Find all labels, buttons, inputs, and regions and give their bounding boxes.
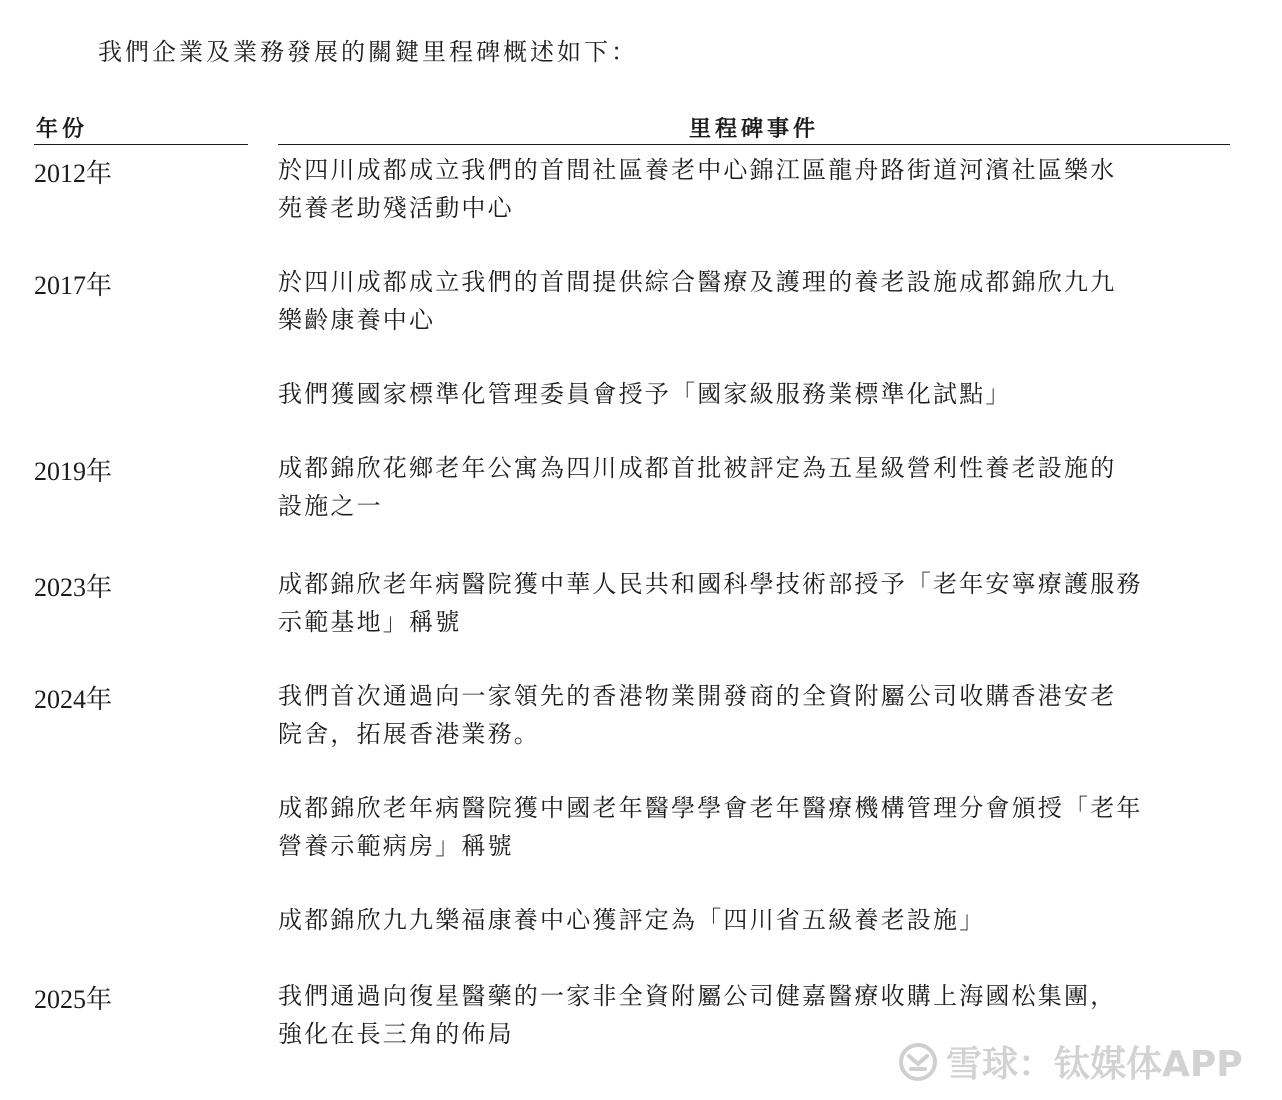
year-cell: 2025年 <box>34 985 113 1014</box>
milestone-event <box>278 565 1232 641</box>
event-line: 設施之一 <box>278 492 383 520</box>
event-line: 我們通過向復星醫藥的一家非全資附屬公司健嘉醫療收購上海國松集團， <box>278 982 1117 1010</box>
year-cell: 2024年 <box>34 685 113 714</box>
event-line: 於四川成都成立我們的首間社區養老中心錦江區龍舟路街道河濱社區樂水 <box>278 156 1117 184</box>
header-rule-year <box>34 144 248 145</box>
year-cell: 2023年 <box>34 573 113 602</box>
event-line: 院舍，拓展香港業務。 <box>278 720 540 748</box>
year-cell: 2019年 <box>34 457 113 486</box>
event-line: 成都錦欣老年病醫院獲中國老年醫學學會老年醫療機構管理分會頒授「老年 <box>278 794 1143 822</box>
event-line: 於四川成都成立我們的首間提供綜合醫療及護理的養老設施成都錦欣九九 <box>278 268 1117 296</box>
event-line: 苑養老助殘活動中心 <box>278 194 514 222</box>
watermark-text: 雪球：钛媒体APP <box>946 1044 1243 1085</box>
xueqiu-logo-icon <box>898 1042 938 1082</box>
year-cell: 2017年 <box>34 271 113 300</box>
watermark <box>898 1036 1243 1087</box>
event-line: 成都錦欣老年病醫院獲中華人民共和國科學技術部授予「老年安寧療護服務 <box>278 570 1143 598</box>
event-line: 成都錦欣花鄉老年公寓為四川成都首批被評定為五星級營利性養老設施的 <box>278 454 1117 482</box>
milestone-event <box>278 375 1232 413</box>
milestone-event <box>278 677 1232 753</box>
milestone-event <box>278 151 1232 227</box>
event-line: 成都錦欣九九樂福康養中心獲評定為「四川省五級養老設施」 <box>278 906 986 934</box>
event-line: 我們獲國家標準化管理委員會授予「國家級服務業標準化試點」 <box>278 380 1012 408</box>
event-line: 我們首次通過向一家領先的香港物業開發商的全資附屬公司收購香港安老 <box>278 682 1117 710</box>
header-rule-event <box>278 144 1230 145</box>
milestone-event <box>278 789 1232 865</box>
event-line: 強化在長三角的佈局 <box>278 1020 514 1048</box>
year-cell: 2012年 <box>34 159 113 188</box>
event-line: 營養示範病房」稱號 <box>278 832 514 860</box>
milestone-event <box>278 901 1232 939</box>
column-header-year: 年份 <box>36 116 89 142</box>
column-header-event: 里程碑事件 <box>688 116 819 142</box>
intro-text: 我們企業及業務發展的關鍵里程碑概述如下： <box>98 38 638 66</box>
event-line: 示範基地」稱號 <box>278 608 462 636</box>
milestone-event <box>278 449 1232 525</box>
event-line: 樂齡康養中心 <box>278 306 436 334</box>
milestone-event <box>278 263 1232 339</box>
